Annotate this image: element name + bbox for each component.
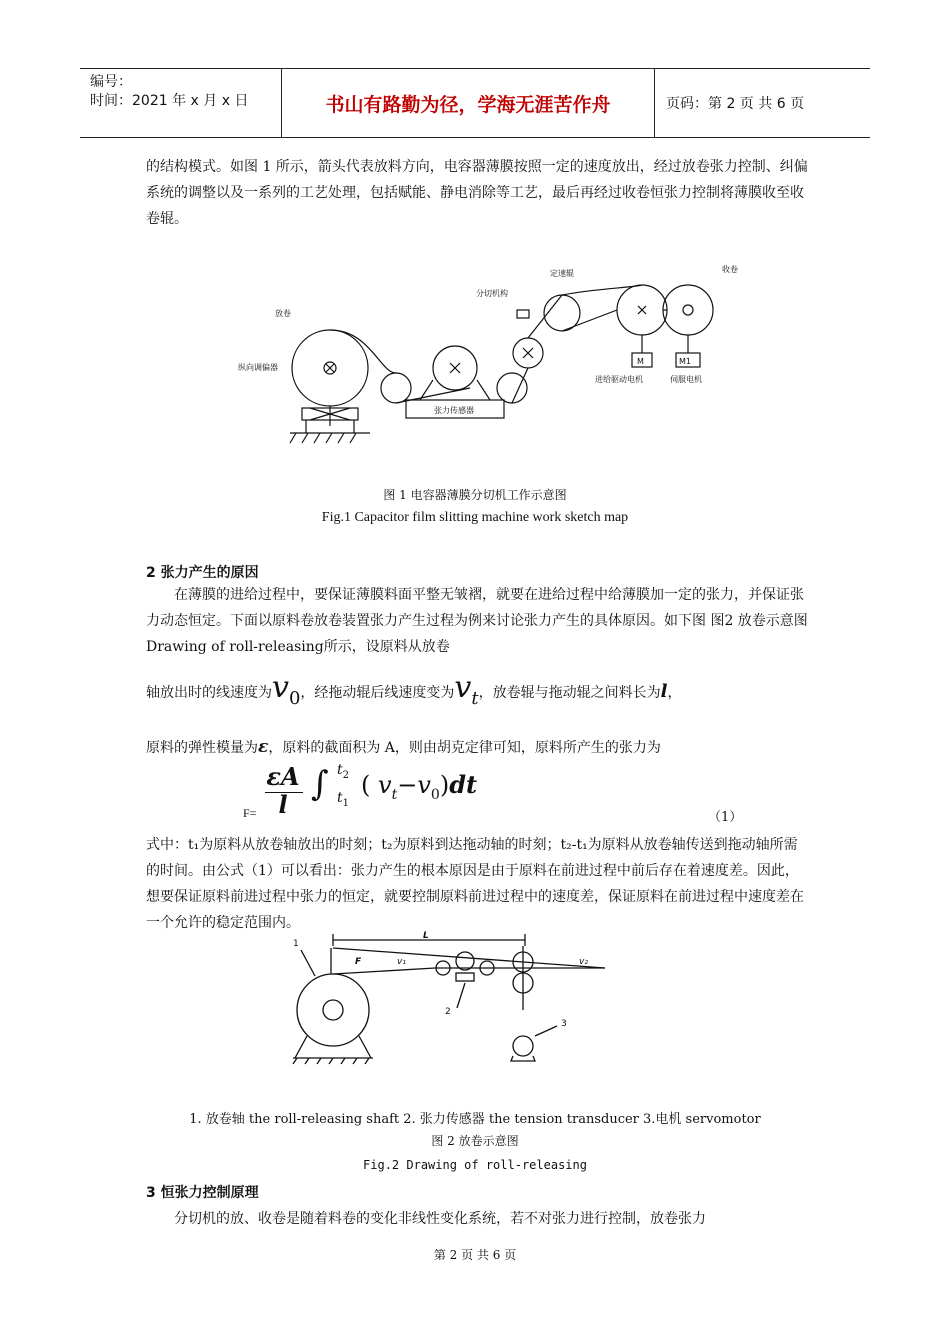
formula-body: ( $v_t-v_0)dt$ bbox=[361, 770, 478, 803]
fig1-label-rectifier: 纵向调偏器 bbox=[238, 363, 278, 372]
formula-prefix: F= bbox=[243, 806, 257, 820]
fig1-caption-cn: 图 1 电容器薄膜分切机工作示意图 bbox=[383, 488, 567, 502]
fig2-label-2: 2 bbox=[445, 1007, 451, 1017]
section-2-paragraph-2: 轴放出时的线速度为$v_0$，经拖动辊后线速度变为$v_t$，放卷辊与拖动辊之间料长为l， bbox=[146, 670, 682, 709]
fig2-label-1: 1 bbox=[293, 939, 299, 949]
guide-roller-1 bbox=[381, 373, 411, 403]
section-2-paragraph-3: 原料的弹性模量为ε，原料的截面积为 A，则由胡克定律可知，原料所产生的张力为 bbox=[146, 737, 661, 757]
fig2-label-3: 3 bbox=[561, 1019, 567, 1029]
figure-1-diagram bbox=[230, 258, 760, 458]
section-3-title: 3 恒张力控制原理 bbox=[146, 1185, 259, 1201]
formula-numerator: εA bbox=[266, 762, 300, 791]
cutter-box bbox=[517, 310, 529, 318]
fig1-caption-en: Fig.1 Capacitor film slitting machine work sketch map bbox=[321, 510, 629, 525]
tension-transducer bbox=[456, 973, 474, 981]
fig1-label-servo-motor: 伺服电机 bbox=[670, 375, 702, 384]
fig1-label-rewind: 收卷 bbox=[722, 265, 738, 274]
integral-lower: $t_1$ bbox=[337, 790, 350, 809]
fig1-label-feed-motor: 进给驱动电机 bbox=[595, 375, 643, 384]
fig2-label-F: F bbox=[355, 957, 362, 967]
symbol-v0: $v_0$ bbox=[272, 670, 301, 709]
integral-sign: ∫ bbox=[311, 764, 329, 804]
fig1-label-tension-sensor: 张力传感器 bbox=[434, 406, 474, 415]
fig2-label-v2: v₂ bbox=[579, 957, 588, 967]
symbol-vt: $v_t$ bbox=[454, 670, 479, 709]
symbol-l: l bbox=[660, 681, 668, 702]
fig1-label-motor-m: M bbox=[637, 357, 644, 366]
figure-2-diagram bbox=[285, 928, 605, 1068]
formula-1 bbox=[243, 762, 543, 824]
integral-upper: $t_2$ bbox=[337, 762, 350, 781]
formula-number: （1） bbox=[708, 810, 743, 825]
unwind-shaft bbox=[297, 974, 369, 1046]
formula-denominator: l bbox=[278, 790, 288, 819]
fig2-caption-en: Fig.2 Drawing of roll-releasing bbox=[363, 1158, 587, 1172]
section-3-paragraph-1: 分切机的放、收卷是随着料卷的变化非线性变化系统，若不对张力进行控制，放卷张力 bbox=[174, 1211, 706, 1227]
symbol-epsilon: ε bbox=[258, 737, 269, 757]
time-label: 时间：2021 年 x 月 x 日 bbox=[90, 93, 249, 109]
page-header bbox=[80, 68, 870, 138]
header-page-label: 页码：第 2 页 共 6 页 bbox=[666, 96, 805, 112]
fig2-caption-cn: 图 2 放卷示意图 bbox=[431, 1134, 519, 1148]
sensor-roller-mid bbox=[456, 952, 474, 970]
page-footer: 第 2 页 共 6 页 bbox=[433, 1248, 517, 1262]
section-2-paragraph-1: 在薄膜的进给过程中，要保证薄膜料面平整无皱褶，就要在进给过程中给薄膜加一定的张力，并保证张力动态恒定。下面以原料卷放卷装置张力产生过程为例来讨论张力产生的具体原因。如下图 图2 放卷示意图 Drawing of roll-releasing所示，设原料从放卷 bbox=[146, 587, 808, 655]
fig2-label-v1: v₁ bbox=[397, 957, 406, 967]
fig2-legend: 1. 放卷轴 the roll-releasing shaft 2. 张力传感器 the tension transducer 3.电机 servomotor bbox=[189, 1112, 761, 1127]
number-label: 编号： bbox=[90, 74, 132, 90]
fig1-label-unwind: 放卷 bbox=[275, 309, 291, 318]
fig1-label-motor-m1: M1 bbox=[679, 357, 691, 366]
header-meta bbox=[80, 69, 282, 137]
guide-roller-2 bbox=[497, 373, 527, 403]
paragraph-intro: 的结构模式。如图 1 所示，箭头代表放料方向，电容器薄膜按照一定的速度放出，经过放卷张力控制、纠偏系统的调整以及一系列的工艺处理，包括赋能、静电消除等工艺，最后再经过收卷恒张力控制将薄膜收至收卷辊。 bbox=[146, 159, 808, 227]
rewind-roll bbox=[663, 285, 713, 335]
section-2-title: 2 张力产生的原因 bbox=[146, 565, 259, 581]
section-2-paragraph-4: 式中：t₁为原料从放卷轴放出的时刻；t₂为原料到达拖动轴的时刻；t₂-t₁为原料从放卷轴传送到拖动轴所需的时间。由公式（1）可以看出：张力产生的根本原因是由于原料在前进过程中前后存在着速度差。因此，想要保证原料前进过程中张力的恒定，就要控制原料前进过程中的速度差，保证原料在前进过程中速度差在一个允许的稳定范围内。 bbox=[146, 837, 804, 931]
fig2-label-L: L bbox=[423, 931, 429, 941]
fig1-label-fixed-roller: 定速辊 bbox=[550, 269, 574, 278]
fig1-label-cutter: 分切机构 bbox=[476, 289, 508, 298]
header-motto: 书山有路勤为径，学海无涯苦作舟 bbox=[282, 69, 655, 137]
servomotor bbox=[513, 1036, 533, 1056]
